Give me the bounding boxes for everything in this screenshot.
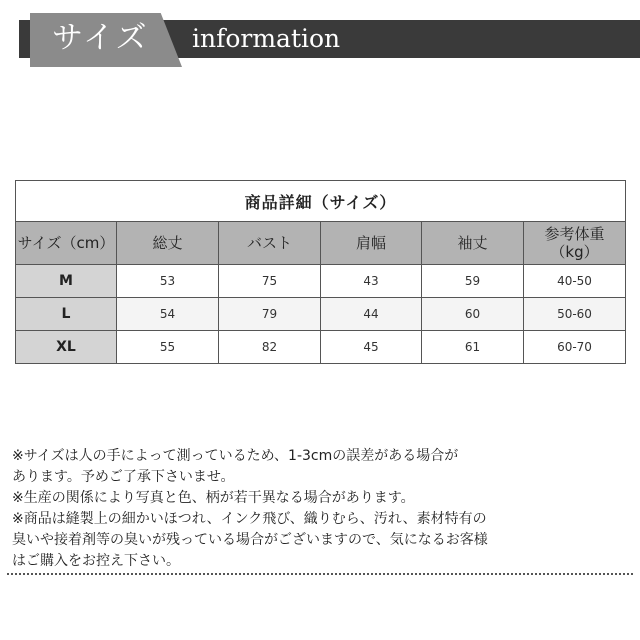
header-title: information [192, 24, 341, 53]
table-row [16, 331, 626, 364]
table-row [16, 298, 626, 331]
column-header-sleeve: 袖丈 [422, 222, 524, 265]
table-cell: 61 [422, 331, 524, 364]
table-cell: 44 [321, 298, 422, 331]
column-header-length: 総丈 [117, 222, 219, 265]
size-table [15, 180, 626, 364]
table-cell: 60-70 [524, 331, 626, 364]
table-cell: 40-50 [524, 265, 626, 298]
note-line: 臭いや接着剤等の臭いが残っている場合がございますので、気になるお客様 [12, 532, 488, 548]
table-cell: 82 [219, 331, 321, 364]
note-line: ※生産の関係により写真と色、柄が若干異なる場合があります。 [12, 490, 415, 506]
note-line: ※サイズは人の手によって測っているため、1-3cmの誤差がある場合が [12, 448, 459, 464]
table-row [16, 265, 626, 298]
notes-block [12, 446, 632, 572]
table-cell: 79 [219, 298, 321, 331]
column-header-bust: バスト [219, 222, 321, 265]
table-cell: 53 [117, 265, 219, 298]
table-caption-row [16, 181, 626, 222]
row-size-label: L [16, 298, 117, 331]
header-tag-label: サイズ [52, 20, 149, 56]
table-header-row [16, 222, 626, 265]
column-header-size: サイズ（cm） [16, 222, 117, 265]
table-cell: 54 [117, 298, 219, 331]
row-size-label: XL [16, 331, 117, 364]
column-header-shoulder: 肩幅 [321, 222, 422, 265]
table-caption: 商品詳細（サイズ） [16, 181, 626, 222]
table-cell: 45 [321, 331, 422, 364]
table-cell: 59 [422, 265, 524, 298]
column-header-weight: 参考体重 （kg） [524, 222, 626, 265]
table-cell: 50-60 [524, 298, 626, 331]
dotted-divider [7, 573, 633, 575]
table-cell: 55 [117, 331, 219, 364]
table-cell: 43 [321, 265, 422, 298]
table-cell: 60 [422, 298, 524, 331]
note-line: ※商品は縫製上の細かいほつれ、インク飛び、織りむら、汚れ、素材特有の [12, 511, 487, 527]
table-cell: 75 [219, 265, 321, 298]
note-line: はご購入をお控え下さい。 [12, 553, 180, 569]
note-line: あります。予めご了承下さいませ。 [12, 469, 235, 485]
row-size-label: M [16, 265, 117, 298]
